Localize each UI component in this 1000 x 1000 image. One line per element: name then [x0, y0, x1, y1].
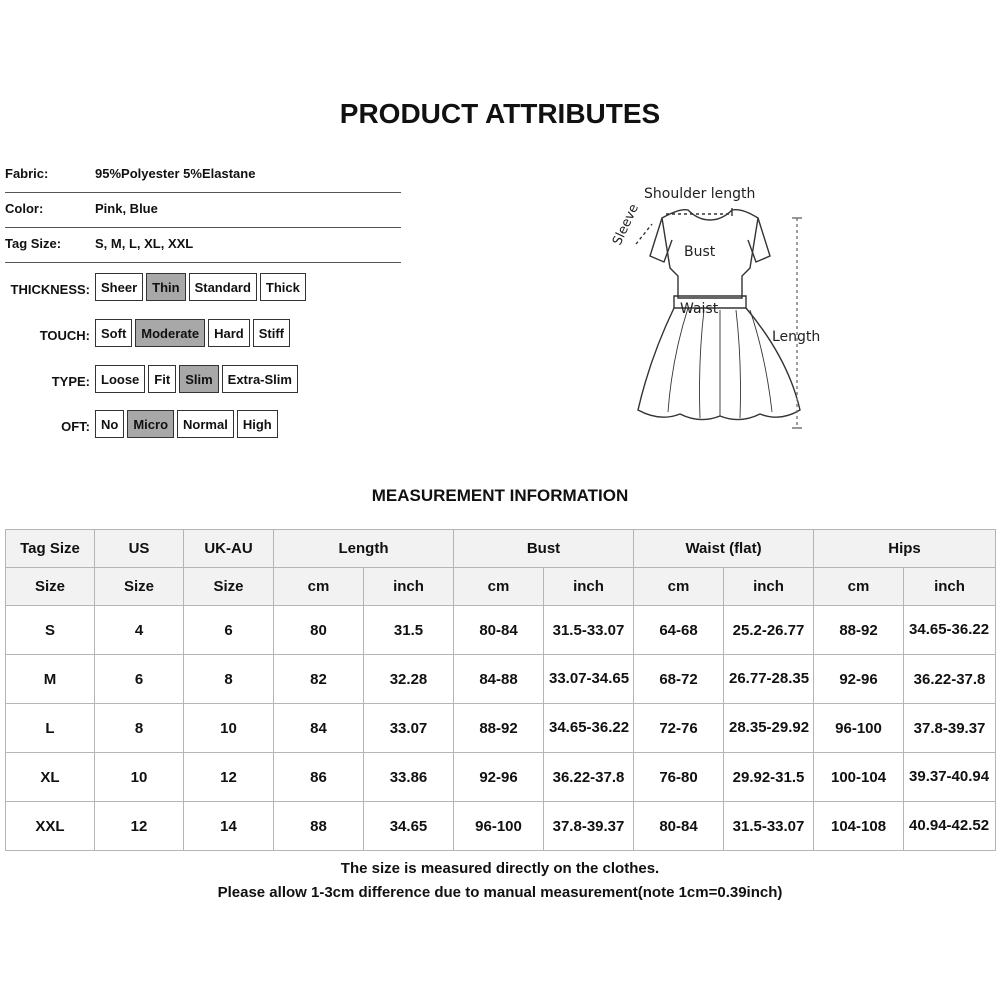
table-header-cell: cm: [274, 568, 364, 606]
table-cell: 88-92: [814, 606, 904, 655]
table-cell: 68-72: [634, 655, 724, 704]
table-cell: 80: [274, 606, 364, 655]
table-cell: 34.65-36.22: [904, 606, 996, 655]
sleeve-line: [636, 224, 652, 244]
table-header-cell: Size: [184, 568, 274, 606]
table-cell: 29.92-31.5: [724, 753, 814, 802]
table-cell: 31.5-33.07: [544, 606, 634, 655]
table-header-cell: Size: [95, 568, 184, 606]
skirt-shape: [638, 308, 800, 420]
option-chip[interactable]: Stiff: [253, 319, 290, 347]
table-row: [6, 606, 996, 655]
option-chip[interactable]: No: [95, 410, 124, 438]
attr-label: Fabric:: [5, 166, 49, 181]
table-cell: 10: [95, 753, 184, 802]
table-cell: 37.8-39.37: [544, 802, 634, 851]
table-cell: 96-100: [454, 802, 544, 851]
option-list: [95, 273, 306, 301]
table-cell: 96-100: [814, 704, 904, 753]
option-row-label: TYPE:: [51, 374, 90, 389]
table-cell: 4: [95, 606, 184, 655]
table-header-cell: Length: [274, 530, 454, 568]
table-cell: 37.8-39.37: [904, 704, 996, 753]
table-cell: 92-96: [814, 655, 904, 704]
table-cell: 88-92: [454, 704, 544, 753]
option-row: [0, 410, 1000, 442]
table-cell: 26.77-28.35: [724, 655, 814, 704]
table-cell: 25.2-26.77: [724, 606, 814, 655]
table-header-cell: UK-AU: [184, 530, 274, 568]
option-row: [0, 273, 1000, 305]
attr-label: Color:: [5, 201, 44, 216]
table-row: [6, 704, 996, 753]
table-header-cell: Hips: [814, 530, 996, 568]
table-header-cell: inch: [904, 568, 996, 606]
table-header-row: [6, 530, 996, 568]
note-line-1: The size is measured directly on the clothes.: [340, 860, 660, 877]
table-cell: 76-80: [634, 753, 724, 802]
table-cell: 12: [184, 753, 274, 802]
waist-label: Waist: [680, 301, 719, 317]
table-cell: 100-104: [814, 753, 904, 802]
table-cell: 84-88: [454, 655, 544, 704]
measurement-title: MEASUREMENT INFORMATION: [371, 486, 629, 505]
table-cell: 80-84: [454, 606, 544, 655]
table-cell: 82: [274, 655, 364, 704]
option-chip[interactable]: Loose: [95, 365, 145, 393]
attr-value: S, M, L, XL, XXL: [95, 236, 194, 251]
option-chip[interactable]: Normal: [177, 410, 234, 438]
option-chip[interactable]: Sheer: [95, 273, 143, 301]
table-cell: S: [6, 606, 95, 655]
skirt-folds: [668, 308, 772, 418]
table-header-cell: US: [95, 530, 184, 568]
note-line-2: Please allow 1-3cm difference due to manual measurement(note 1cm=0.39inch): [217, 884, 783, 901]
table-header-cell: inch: [724, 568, 814, 606]
attr-tag-size: [5, 228, 401, 263]
measurement-table: [5, 529, 996, 851]
option-row: [0, 365, 1000, 397]
attr-value: 95%Polyester 5%Elastane: [95, 166, 256, 181]
table-cell: 40.94-42.52: [904, 802, 996, 851]
option-chip[interactable]: Extra-Slim: [222, 365, 298, 393]
table-row: [6, 802, 996, 851]
bust-label: Bust: [684, 244, 716, 260]
length-label: Length: [772, 329, 821, 345]
table-cell: 32.28: [364, 655, 454, 704]
table-header-cell: Size: [6, 568, 95, 606]
table-header-cell: inch: [364, 568, 454, 606]
option-chip[interactable]: Thick: [260, 273, 306, 301]
table-cell: 34.65: [364, 802, 454, 851]
table-cell: 10: [184, 704, 274, 753]
table-cell: 92-96: [454, 753, 544, 802]
table-cell: 64-68: [634, 606, 724, 655]
option-chip[interactable]: High: [237, 410, 278, 438]
right-sleeve-shape: [748, 218, 770, 262]
option-row-label: OFT:: [61, 419, 90, 434]
option-list: [95, 319, 290, 347]
table-cell: 33.07: [364, 704, 454, 753]
page-title: PRODUCT ATTRIBUTES: [339, 98, 661, 129]
table-row: [6, 753, 996, 802]
table-cell: 88: [274, 802, 364, 851]
table-cell: 28.35-29.92: [724, 704, 814, 753]
table-cell: 12: [95, 802, 184, 851]
table-cell: XXL: [6, 802, 95, 851]
table-cell: 14: [184, 802, 274, 851]
option-list: [95, 365, 298, 393]
option-chip[interactable]: Moderate: [135, 319, 205, 347]
table-cell: 86: [274, 753, 364, 802]
option-chip[interactable]: Micro: [127, 410, 174, 438]
attr-fabric: [5, 158, 401, 193]
table-cell: XL: [6, 753, 95, 802]
table-cell: 33.86: [364, 753, 454, 802]
sleeve-label: Sleeve: [610, 201, 643, 248]
option-row: [0, 319, 1000, 351]
table-cell: 39.37-40.94: [904, 753, 996, 802]
option-chip[interactable]: Thin: [146, 273, 185, 301]
dress-diagram: [600, 178, 840, 440]
table-cell: L: [6, 704, 95, 753]
table-cell: 6: [184, 606, 274, 655]
option-chip[interactable]: Standard: [189, 273, 257, 301]
option-row-label: TOUCH:: [39, 328, 90, 343]
option-chip[interactable]: Hard: [208, 319, 250, 347]
option-list: [95, 410, 278, 438]
attr-label: Tag Size:: [5, 236, 62, 251]
attr-value: Pink, Blue: [95, 201, 158, 216]
table-header-cell: Bust: [454, 530, 634, 568]
table-row: [6, 655, 996, 704]
table-cell: 104-108: [814, 802, 904, 851]
table-header-cell: Waist (flat): [634, 530, 814, 568]
table-cell: 80-84: [634, 802, 724, 851]
table-header-cell: inch: [544, 568, 634, 606]
table-cell: 8: [184, 655, 274, 704]
table-cell: 84: [274, 704, 364, 753]
table-cell: 31.5-33.07: [724, 802, 814, 851]
table-cell: 33.07-34.65: [544, 655, 634, 704]
shoulder-label: Shoulder length: [644, 186, 756, 202]
table-cell: M: [6, 655, 95, 704]
attr-color: [5, 193, 401, 228]
table-header-cell: cm: [814, 568, 904, 606]
table-cell: 36.22-37.8: [544, 753, 634, 802]
table-header-cell: Tag Size: [6, 530, 95, 568]
table-header-cell: cm: [634, 568, 724, 606]
table-cell: 72-76: [634, 704, 724, 753]
table-subheader-row: [6, 568, 996, 606]
option-chip[interactable]: Slim: [179, 365, 218, 393]
option-chip[interactable]: Soft: [95, 319, 132, 347]
table-cell: 36.22-37.8: [904, 655, 996, 704]
option-chip[interactable]: Fit: [148, 365, 176, 393]
table-cell: 8: [95, 704, 184, 753]
option-row-label: THICKNESS:: [10, 282, 90, 297]
table-header-cell: cm: [454, 568, 544, 606]
table-cell: 34.65-36.22: [544, 704, 634, 753]
table-cell: 6: [95, 655, 184, 704]
left-sleeve-shape: [650, 218, 672, 262]
table-cell: 31.5: [364, 606, 454, 655]
